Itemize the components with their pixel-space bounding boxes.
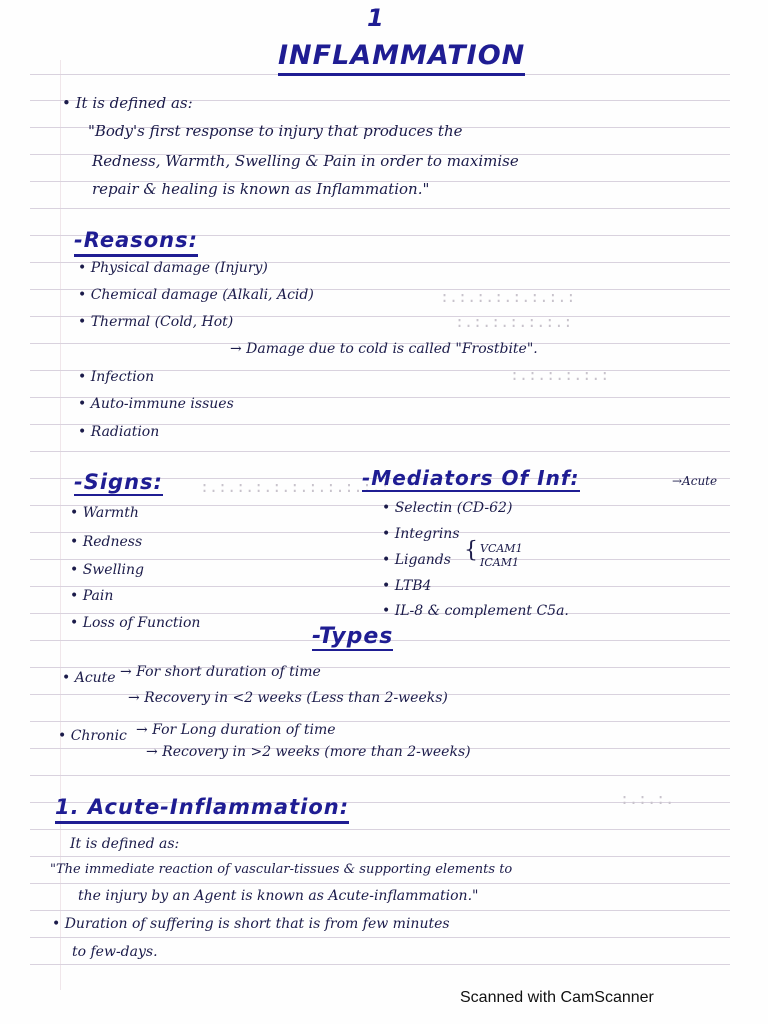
acute-label: • Acute (62, 670, 116, 686)
bleed-through-mark: :.:.:.:.:.:.:.:.:.:.: (200, 478, 390, 496)
definition-line: repair & healing is known as Inflammation." (92, 180, 430, 198)
definition-intro: • It is defined as: (62, 94, 193, 112)
ligand-brace: { (464, 538, 478, 563)
sign-item: • Loss of Function (70, 615, 201, 631)
acute-text-line: the injury by an Agent is known as Acute-inflammation." (78, 888, 479, 904)
ligand-sub: VCAM1 (480, 542, 523, 555)
acute-text-line: • Duration of suffering is short that is from few minutes (52, 916, 450, 932)
mediator-item: • Selectin (CD-62) (382, 500, 513, 516)
ruled-line (30, 775, 730, 776)
bleed-through-mark: :.:.:. (620, 790, 675, 808)
chronic-line: → For Long duration of time (136, 722, 336, 738)
bleed-through-mark: :.:.:.:.:.:.:.: (440, 288, 576, 306)
ruled-line (30, 856, 730, 857)
mediator-item: • Integrins (382, 526, 460, 542)
ruled-line (30, 964, 730, 965)
reason-item: • Infection (78, 369, 155, 385)
acute-line: → For short duration of time (120, 664, 321, 680)
sign-item: • Pain (70, 588, 114, 604)
reason-item: • Physical damage (Injury) (78, 260, 268, 276)
reason-item: • Thermal (Cold, Hot) (78, 314, 234, 330)
ruled-line (30, 451, 730, 452)
reason-item: • Chemical damage (Alkali, Acid) (78, 287, 314, 303)
ruled-line (30, 829, 730, 830)
ruled-line (30, 559, 730, 560)
sign-item: • Swelling (70, 562, 144, 578)
sign-item: • Warmth (70, 505, 139, 521)
acute-inflammation-heading: 1. Acute-Inflammation: (55, 795, 349, 824)
ruled-line (30, 910, 730, 911)
ruled-line (30, 208, 730, 209)
acute-text-line: to few-days. (72, 944, 158, 960)
ruled-line (30, 937, 730, 938)
reason-item: • Auto-immune issues (78, 396, 234, 412)
ruled-line (30, 883, 730, 884)
chronic-label: • Chronic (58, 728, 127, 744)
reason-item: • Radiation (78, 424, 160, 440)
frostbite-note: → Damage due to cold is called "Frostbite". (230, 341, 538, 357)
ligand-sub: ICAM1 (480, 556, 519, 569)
ruled-line (30, 613, 730, 614)
chronic-line: → Recovery in >2 weeks (more than 2-weeks) (146, 744, 471, 760)
page-number: 1 (367, 4, 385, 32)
reasons-heading: -Reasons: (74, 228, 198, 257)
acute-text-line: It is defined as: (70, 836, 180, 852)
mediator-item: • IL-8 & complement C5a. (382, 603, 569, 619)
mediators-heading: -Mediators Of Inf: (362, 466, 580, 490)
signs-heading: -Signs: (74, 470, 163, 494)
acute-text-line: "The immediate reaction of vascular-tissues & supporting elements to (50, 862, 513, 877)
types-heading: -Types (312, 624, 394, 649)
mediator-item: • Ligands (382, 552, 451, 568)
mediators-acute-tag: →Acute (672, 474, 718, 488)
ruled-line (30, 532, 730, 533)
definition-line: "Body's first response to injury that produces the (88, 122, 463, 140)
ruled-line (30, 721, 730, 722)
margin-line (60, 60, 61, 990)
sign-item: • Redness (70, 534, 143, 550)
ruled-line (30, 586, 730, 587)
mediator-item: • LTB4 (382, 578, 432, 594)
definition-line: Redness, Warmth, Swelling & Pain in order to maximise (92, 152, 519, 170)
bleed-through-mark: :.:.:.:.:.:.: (455, 313, 573, 331)
bleed-through-mark: :.:.:.:.:.: (510, 366, 610, 384)
acute-line: → Recovery in <2 weeks (Less than 2-weeks) (128, 690, 448, 706)
page-title: INFLAMMATION (278, 40, 525, 76)
scanner-watermark: Scanned with CamScanner (460, 989, 654, 1006)
